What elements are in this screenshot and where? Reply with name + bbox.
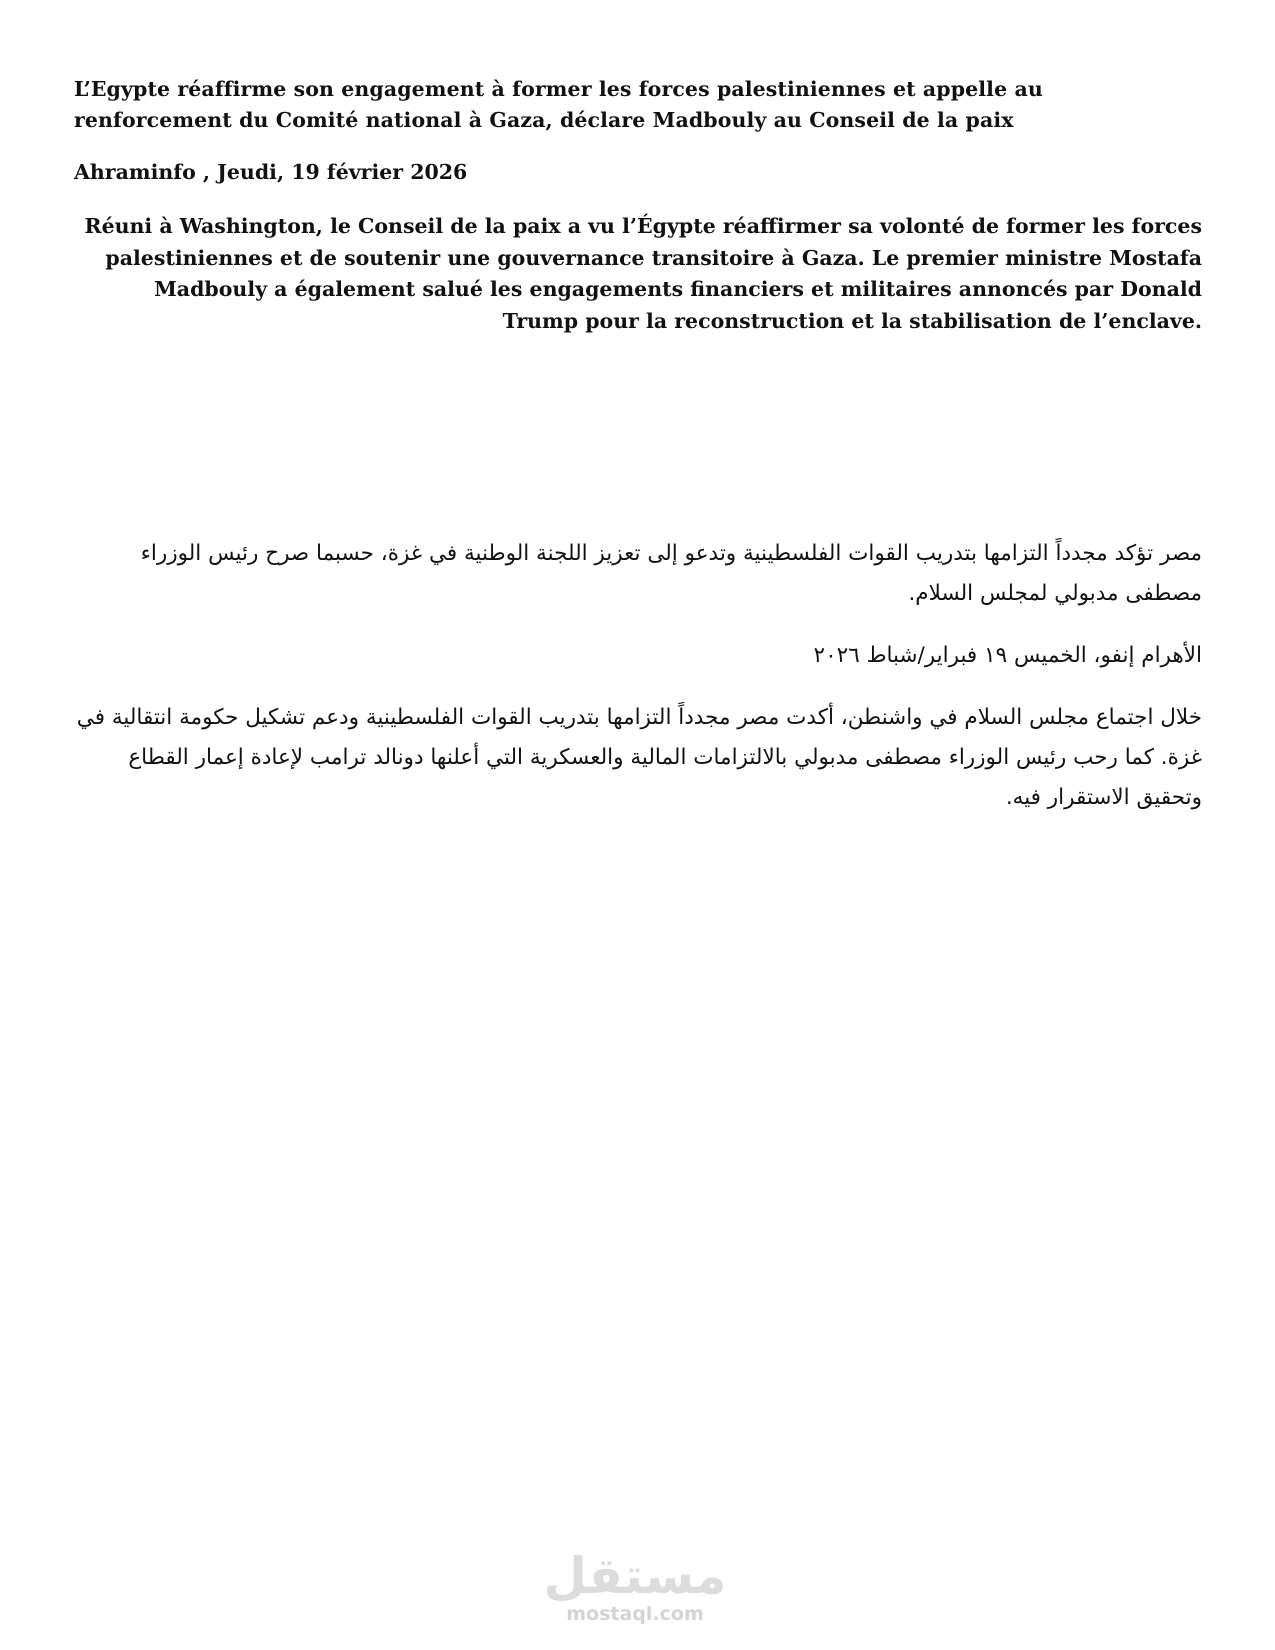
watermark-logo: مستقل (543, 1547, 727, 1605)
arabic-byline: الأهرام إنفو، الخميس ١٩ فبراير/شباط ٢٠٢٦ (813, 643, 1202, 668)
french-lead-paragraph: Réuni à Washington, le Conseil de la paix a vu l’Égypte réaffirmer sa volonté de former les forces palestiniennes et de soutenir une gouvernance transitoire à Gaza. Le premier ministre Mostafa Madbouly a également salué les engagements financiers et militaires annoncés par Donald Trump pour la reconstruction et la stabilisation de l’enclave. (84, 214, 1202, 333)
arabic-lead-paragraph: خلال اجتماع مجلس السلام في واشنطن، أكدت مصر مجدداً التزامها بتدريب القوات الفلسطينية ودعم تشكيل حكومة انتقالية في غزة. كما رحب رئيس الوزراء مصطفى مدبولي بالالتزامات المالية والعسكرية التي أعلنها دونالد ترامب لإعادة إعمار القطاع وتحقيق الاستقرار فيه. (76, 705, 1202, 810)
mostaql-watermark (540, 1548, 730, 1648)
french-headline: L’Egypte réaffirme son engagement à former les forces palestiniennes et appelle au renforcement du Comité national à Gaza, déclare Madbouly au Conseil de la paix (74, 77, 1043, 132)
watermark-url: mostaql.com (566, 1603, 704, 1625)
french-byline: Ahraminfo , Jeudi, 19 février 2026 (74, 160, 468, 184)
arabic-headline: مصر تؤكد مجدداً التزامها بتدريب القوات الفلسطينية وتدعو إلى تعزيز اللجنة الوطنية في غزة، حسبما صرح رئيس الوزراء مصطفى مدبولي لمجلس السلام. (140, 541, 1202, 606)
